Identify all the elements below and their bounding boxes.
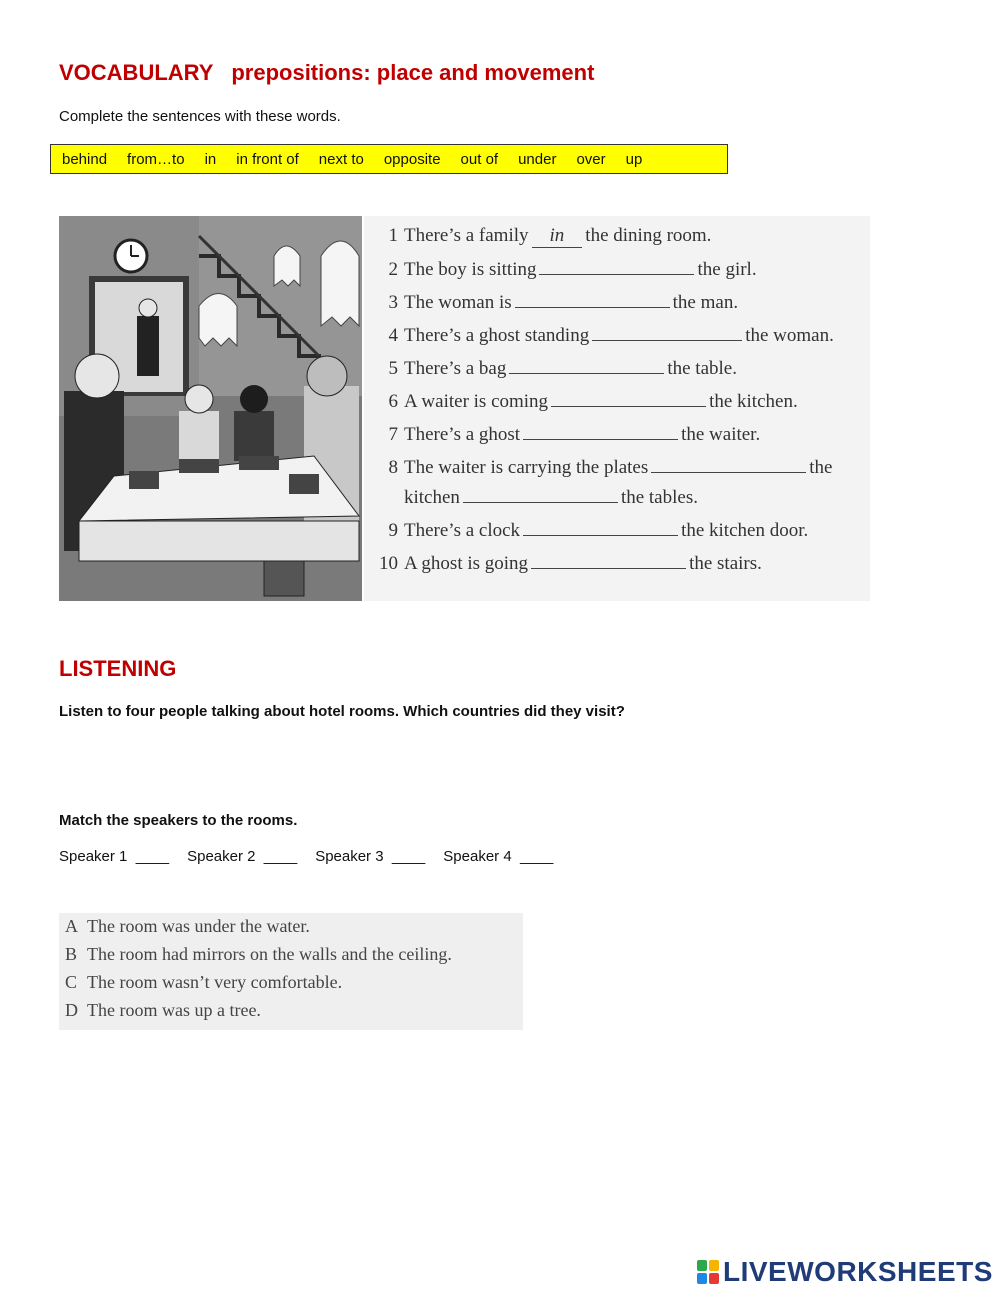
answer-blank[interactable] <box>592 324 742 341</box>
question-number: 9 <box>388 520 398 541</box>
vocabulary-instruction: Complete the sentences with these words. <box>59 108 341 125</box>
question-item <box>364 258 757 281</box>
question-item <box>364 390 798 413</box>
liveworksheets-logo <box>697 1256 993 1288</box>
dining-room-drawing <box>59 216 362 601</box>
answer-blank[interactable] <box>531 552 686 569</box>
room-option <box>65 944 452 965</box>
answer-blank[interactable] <box>523 519 678 536</box>
option-letter: C <box>65 972 78 992</box>
question-number: 10 <box>379 553 398 574</box>
question-text: There’s a clock <box>404 520 521 541</box>
question-text: the girl. <box>697 259 757 280</box>
speaker-4-blank[interactable]: Speaker 4 ____ <box>443 848 554 865</box>
word-bank-item: up <box>625 150 643 168</box>
question-text: There’s a bag <box>404 358 507 379</box>
question-number: 2 <box>388 259 398 280</box>
question-text: the kitchen. <box>709 391 798 412</box>
question-number: 1 <box>388 225 398 246</box>
question-text: the tables. <box>620 487 698 508</box>
question-text: A ghost is going <box>404 553 529 574</box>
question-item <box>364 357 737 380</box>
question-text: the kitchen door. <box>681 520 809 541</box>
question-item <box>364 225 711 248</box>
dining-room-illustration <box>59 216 362 601</box>
vocabulary-title: VOCABULARY prepositions: place and movement <box>59 60 595 85</box>
question-number: 5 <box>388 358 398 379</box>
answer-blank[interactable] <box>651 456 806 473</box>
word-bank-item: behind <box>62 150 108 168</box>
question-text: the waiter. <box>681 424 761 445</box>
question-text: the stairs. <box>689 553 762 574</box>
answer-blank[interactable] <box>523 423 678 440</box>
option-letter: B <box>65 944 78 964</box>
word-bank-item: opposite <box>383 150 441 168</box>
option-text: The room was up a tree. <box>87 1000 261 1020</box>
gap-fill-questions <box>364 216 870 601</box>
question-text: The waiter is carrying the plates <box>404 457 649 478</box>
question-item <box>364 552 762 575</box>
room-option <box>65 1000 261 1021</box>
listening-instruction: Listen to four people talking about hotel rooms. Which countries did they visit? <box>59 703 625 720</box>
question-text: There’s a ghost <box>404 424 521 445</box>
question-number: 3 <box>388 292 398 313</box>
room-option <box>65 972 342 993</box>
question-text: the table. <box>667 358 737 379</box>
question-text: There’s a family <box>404 225 529 246</box>
question-item-continued <box>404 486 698 509</box>
question-number: 8 <box>388 457 398 478</box>
speaker-3-blank[interactable]: Speaker 3 ____ <box>315 848 426 865</box>
answer-blank[interactable] <box>515 291 670 308</box>
word-bank-item: under <box>518 150 557 168</box>
word-bank-item: out of <box>460 150 499 168</box>
speaker-2-blank[interactable]: Speaker 2 ____ <box>187 848 298 865</box>
answer-blank[interactable] <box>509 357 664 374</box>
speaker-1-blank[interactable]: Speaker 1 ____ <box>59 848 170 865</box>
question-text: the woman. <box>745 325 834 346</box>
room-option <box>65 916 310 937</box>
question-text: kitchen <box>404 487 460 508</box>
question-item <box>364 291 738 314</box>
question-text: A waiter is coming <box>404 391 549 412</box>
answer-example: in <box>532 225 583 248</box>
option-text: The room had mirrors on the walls and the ceiling. <box>87 944 452 964</box>
logo-text: LIVEWORKSHEETS <box>723 1256 993 1287</box>
logo-icon <box>697 1260 719 1284</box>
room-options <box>59 913 523 1030</box>
question-item <box>364 519 808 542</box>
question-item <box>364 324 834 347</box>
question-text: There’s a ghost standing <box>404 325 590 346</box>
option-text: The room wasn’t very comfortable. <box>87 972 343 992</box>
question-item <box>364 423 760 446</box>
answer-blank[interactable] <box>463 486 618 503</box>
word-bank <box>50 144 728 174</box>
question-item <box>364 456 832 479</box>
option-letter: D <box>65 1000 78 1020</box>
question-text: the man. <box>672 292 739 313</box>
word-bank-item: from…to <box>127 150 185 168</box>
word-bank-item: over <box>576 150 606 168</box>
question-number: 6 <box>388 391 398 412</box>
word-bank-item: next to <box>318 150 364 168</box>
option-text: The room was under the water. <box>87 916 310 936</box>
word-bank-item: in front of <box>236 150 299 168</box>
word-bank-item: in <box>204 150 217 168</box>
question-number: 4 <box>388 325 398 346</box>
speaker-answers <box>59 848 571 865</box>
answer-blank[interactable] <box>539 258 694 275</box>
answer-blank[interactable] <box>551 390 706 407</box>
option-letter: A <box>65 916 78 936</box>
question-text: The boy is sitting <box>404 259 537 280</box>
question-number: 7 <box>388 424 398 445</box>
question-text: The woman is <box>404 292 512 313</box>
question-text: the dining room. <box>585 225 712 246</box>
match-instruction: Match the speakers to the rooms. <box>59 812 298 829</box>
listening-title: LISTENING <box>59 656 177 681</box>
question-text: the <box>809 457 833 478</box>
